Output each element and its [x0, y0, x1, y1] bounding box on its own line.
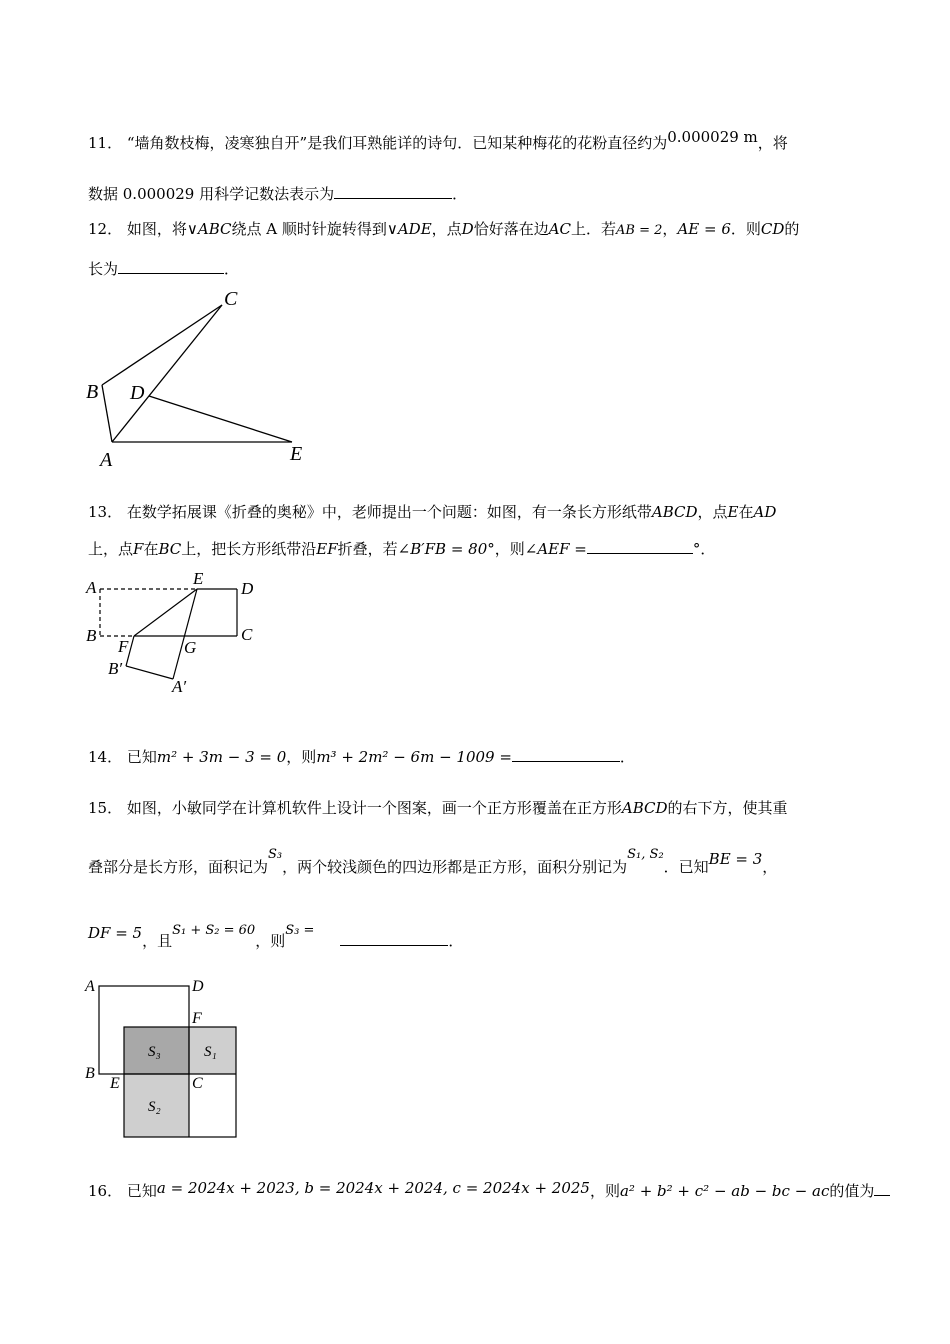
- q13-label-a-prime: A′: [172, 677, 187, 696]
- q15-label-d: D: [192, 978, 204, 995]
- q11-text-a: “墙角数枝梅，凌寒独自开”是我们耳熟能详的诗句．已知某种梅花的花粉直径约为: [126, 134, 668, 152]
- q12-line-2: [88, 258, 239, 279]
- q15-answer-blank[interactable]: [340, 931, 448, 946]
- q15-text: ，两个较浅颜色的四边形都是正方形，面积分别记为: [282, 858, 628, 876]
- q16-number: 16．: [88, 1182, 123, 1200]
- q15-ask-s3: S₃ =: [285, 923, 315, 938]
- q13-side-ef: EF: [316, 540, 338, 558]
- q11-text-b: ，将: [757, 134, 788, 152]
- q14-number: 14．: [88, 748, 123, 766]
- q15-s1-s2: S₁, S₂: [627, 847, 664, 862]
- q12-triangle-abc: ∨ABC: [186, 220, 232, 238]
- q11-line-1: [88, 128, 788, 153]
- q15-label-c: C: [192, 1075, 203, 1092]
- q16-text: ，则: [589, 1182, 620, 1200]
- q12-line-1: [88, 218, 799, 239]
- q12-figure: [80, 285, 320, 475]
- q12-label-b: B: [86, 381, 99, 403]
- q13-end: °．: [692, 540, 716, 558]
- q12-text: 绕点 A 顺时针旋转得到: [231, 220, 387, 238]
- q12-answer-blank[interactable]: [118, 259, 224, 274]
- q11-text-c: 数据 0.000029 用科学记数法表示为: [88, 185, 335, 203]
- q12-cond-ae: AE = 6: [677, 220, 731, 238]
- q14-answer-blank[interactable]: [512, 747, 620, 762]
- q12-triangle-ade: ∨ADE: [386, 220, 432, 238]
- q13-label-f: F: [118, 637, 129, 656]
- q15-label-f: F: [192, 1010, 202, 1027]
- q15-s3: S₃: [268, 847, 283, 862]
- q13-rect-abcd: ABCD: [651, 503, 698, 521]
- q13-point-e: E: [727, 503, 739, 521]
- q16-text: 的值为: [829, 1182, 875, 1200]
- q14-line: [88, 746, 635, 767]
- q13-side-ad: AD: [753, 503, 777, 521]
- q13-line-2: [88, 538, 715, 559]
- q15-label-e: E: [110, 1075, 120, 1092]
- q16-answer-blank[interactable]: [874, 1181, 890, 1196]
- q15-line-2: [88, 847, 778, 877]
- q12-text: ．则: [730, 220, 761, 238]
- q15-figure: [80, 975, 260, 1145]
- q14-expression: m³ + 2m² − 6m − 1009 =: [316, 748, 512, 766]
- q15-label-b: B: [85, 1065, 95, 1082]
- q12-point-d: D: [461, 220, 474, 238]
- q13-line-1: [88, 501, 776, 522]
- q15-text: ．已知: [663, 858, 709, 876]
- q16-condition: a = 2024x + 2023, b = 2024x + 2024, c = 2024x + 2025: [156, 1179, 590, 1197]
- q12-side-cd: CD: [760, 220, 785, 238]
- q15-label-s3: S₃: [148, 1044, 161, 1060]
- q12-end: ．: [224, 260, 240, 278]
- q15-label-s1: S₁: [204, 1044, 217, 1060]
- q13-text: 上，点: [88, 540, 134, 558]
- q15-label-s2: S₂: [148, 1099, 161, 1115]
- q13-text: ，点: [697, 503, 728, 521]
- q12-cond-ab: AB = 2: [616, 223, 663, 238]
- q15-number: 15．: [88, 799, 123, 817]
- q14-condition: m² + 3m − 3 = 0: [156, 748, 287, 766]
- q13-label-g: G: [184, 638, 197, 657]
- q13-text: ，则: [494, 540, 525, 558]
- q15-text: 叠部分是长方形，面积记为: [88, 858, 269, 876]
- q13-side-bc: BC: [158, 540, 182, 558]
- q13-text: 上，把长方形纸带沿: [181, 540, 317, 558]
- q15-label-a: A: [85, 978, 95, 995]
- q13-number: 13．: [88, 503, 123, 521]
- q13-figure: [80, 570, 280, 700]
- q12-text: 长为: [88, 260, 119, 278]
- q14-end: ．: [619, 748, 635, 766]
- q13-label-b: B: [86, 626, 97, 645]
- q11-value: 0.000029 m: [667, 128, 758, 146]
- q16-expression: a² + b² + c² − ab − bc − ac: [619, 1182, 830, 1200]
- q12-label-c: C: [224, 288, 238, 310]
- q13-text: 折叠，若: [337, 540, 398, 558]
- q15-line-1: [88, 797, 788, 818]
- q15-text: ，则: [255, 932, 286, 950]
- q12-text: ，点: [431, 220, 462, 238]
- q13-ask-angle: ∠AEF =: [524, 540, 587, 558]
- q13-label-b-prime: B′: [108, 659, 123, 678]
- q12-label-d: D: [130, 382, 145, 404]
- q16-text: 已知: [126, 1182, 157, 1200]
- q15-text: 的右下方，使其重: [667, 799, 788, 817]
- q13-text: 在: [738, 503, 754, 521]
- q15-text: ，且: [142, 932, 173, 950]
- q13-label-a: A: [86, 578, 97, 597]
- q13-label-d: D: [241, 579, 254, 598]
- q13-text: 在数学拓展课《折叠的奥秘》中，老师提出一个问题：如图，有一条长方形纸带: [126, 503, 652, 521]
- q13-cond-angle: ∠B′FB = 80°: [397, 540, 495, 558]
- q13-text: 在: [143, 540, 159, 558]
- q11-number: 11．: [88, 134, 123, 152]
- q15-square-abcd: ABCD: [621, 799, 668, 817]
- q15-text: 如图，小敏同学在计算机软件上设计一个图案，画一个正方形覆盖在正方形: [126, 799, 622, 817]
- q11-answer-blank[interactable]: [334, 184, 452, 199]
- q12-text: 恰好落在边: [473, 220, 549, 238]
- q13-label-c: C: [241, 625, 253, 644]
- q12-side-ac: AC: [548, 220, 572, 238]
- q14-text: 已知: [126, 748, 157, 766]
- q15-line-3: [88, 923, 464, 951]
- q13-point-f: F: [133, 540, 144, 558]
- q11-end: ．: [452, 185, 468, 203]
- q12-text: 如图，将: [126, 220, 187, 238]
- q15-cond-df: DF = 5: [88, 924, 143, 942]
- q16-line: [88, 1180, 890, 1201]
- q12-label-a: A: [100, 449, 113, 471]
- q13-answer-blank[interactable]: [587, 539, 693, 554]
- q12-text: 上．若: [571, 220, 617, 238]
- q12-text: ，: [662, 220, 678, 238]
- q15-end: ．: [448, 932, 464, 950]
- q14-text: ，则: [286, 748, 317, 766]
- q11-line-2: [88, 183, 467, 204]
- q12-number: 12．: [88, 220, 123, 238]
- q12-text: 的: [784, 220, 800, 238]
- q15-text: ，: [762, 858, 778, 876]
- q13-label-e: E: [193, 570, 204, 588]
- q15-cond-be: BE = 3: [708, 850, 763, 868]
- q12-label-e: E: [290, 443, 303, 465]
- q15-cond-sum: S₁ + S₂ = 60: [172, 923, 256, 938]
